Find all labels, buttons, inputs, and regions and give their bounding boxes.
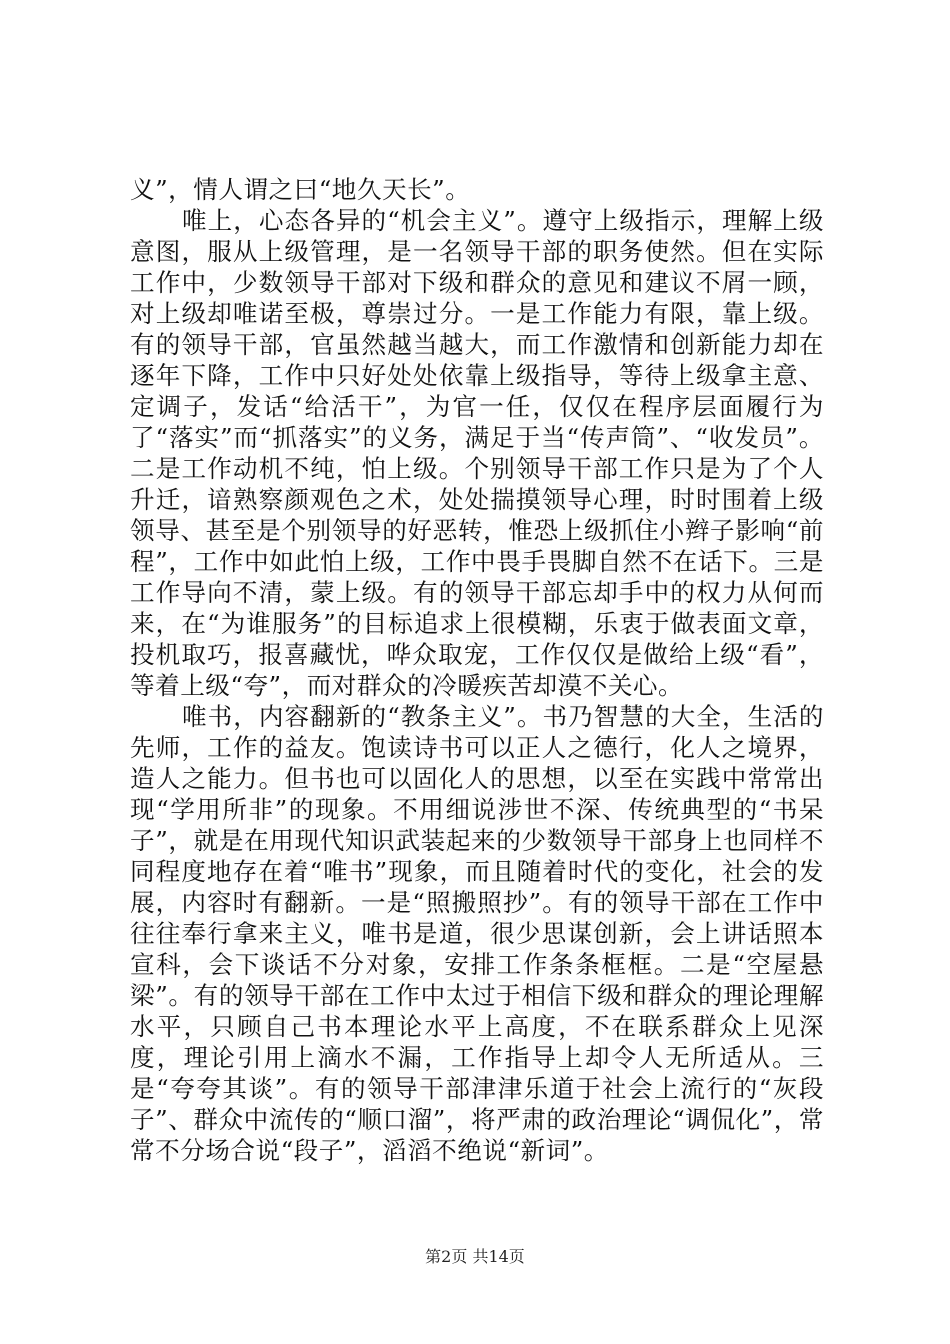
page-number-label: 第2页 共14页 [425, 1247, 525, 1266]
paragraph-3: 唯书，内容翻新的“教条主义”。书乃智慧的大全，生活的先师，工作的益友。饱读诗书可以正人之德行，化人之境界，造人之能力。但书也可以固化人的思想，以至在实践中常常出现“学用所非”的现象。不用细说涉世不深、传统典型的“书呆子”，就是在用现代知识武装起来的少数领导干部身上也同样不同程度地存在着“唯书”现象，而且随着时代的变化，社会的发展，内容时有翻新。一是“照搬照抄”。有的领导干部在工作中往往奉行拿来主义，唯书是道，很少思谋创新，会上讲话照本宣科，会下谈话不分对象，安排工作条条框框。二是“空屋悬梁”。有的领导干部在工作中太过于相信下级和群众的理论理解水平，只顾自己书本理论水平上高度，不在联系群众上见深度，理论引用上滴水不漏，工作指导上却令人无所适从。三是“夸夸其谈”。有的领导干部津津乐道于社会上流行的“灰段子”、群众中流传的“顺口溜”，将严肃的政治理论“调侃化”，常常不分场合说“段子”，滔滔不绝说“新词”。 [130, 702, 824, 1165]
page-footer [0, 1247, 950, 1267]
paragraph-2: 唯上，心态各异的“机会主义”。遵守上级指示，理解上级意图，服从上级管理，是一名领导干部的职务使然。但在实际工作中，少数领导干部对下级和群众的意见和建议不屑一顾，对上级却唯诺至极，尊崇过分。一是工作能力有限，靠上级。有的领导干部，官虽然越当越大，而工作激情和创新能力却在逐年下降，工作中只好处处依靠上级指导，等待上级拿主意、定调子，发话“给活干”，为官一任，仅仅在程序层面履行为了“落实”而“抓落实”的义务，满足于当“传声筒”、“收发员”。二是工作动机不纯，怕上级。个别领导干部工作只是为了个人升迁，谙熟察颜观色之术，处处揣摸领导心理，时时围着上级领导、甚至是个别领导的好恶转，惟恐上级抓住小辫子影响“前程”，工作中如此怕上级，工作中畏手畏脚自然不在话下。三是工作导向不清，蒙上级。有的领导干部忘却手中的权力从何而来，在“为谁服务”的目标追求上很模糊，乐衷于做表面文章，投机取巧，报喜藏忧，哗众取宠，工作仅仅是做给上级“看”，等着上级“夸”，而对群众的冷暖疾苦却漠不关心。 [130, 206, 824, 700]
body-text [130, 174, 824, 1166]
paragraph-1: 义”，情人谓之曰“地久天长”。 [130, 175, 471, 204]
